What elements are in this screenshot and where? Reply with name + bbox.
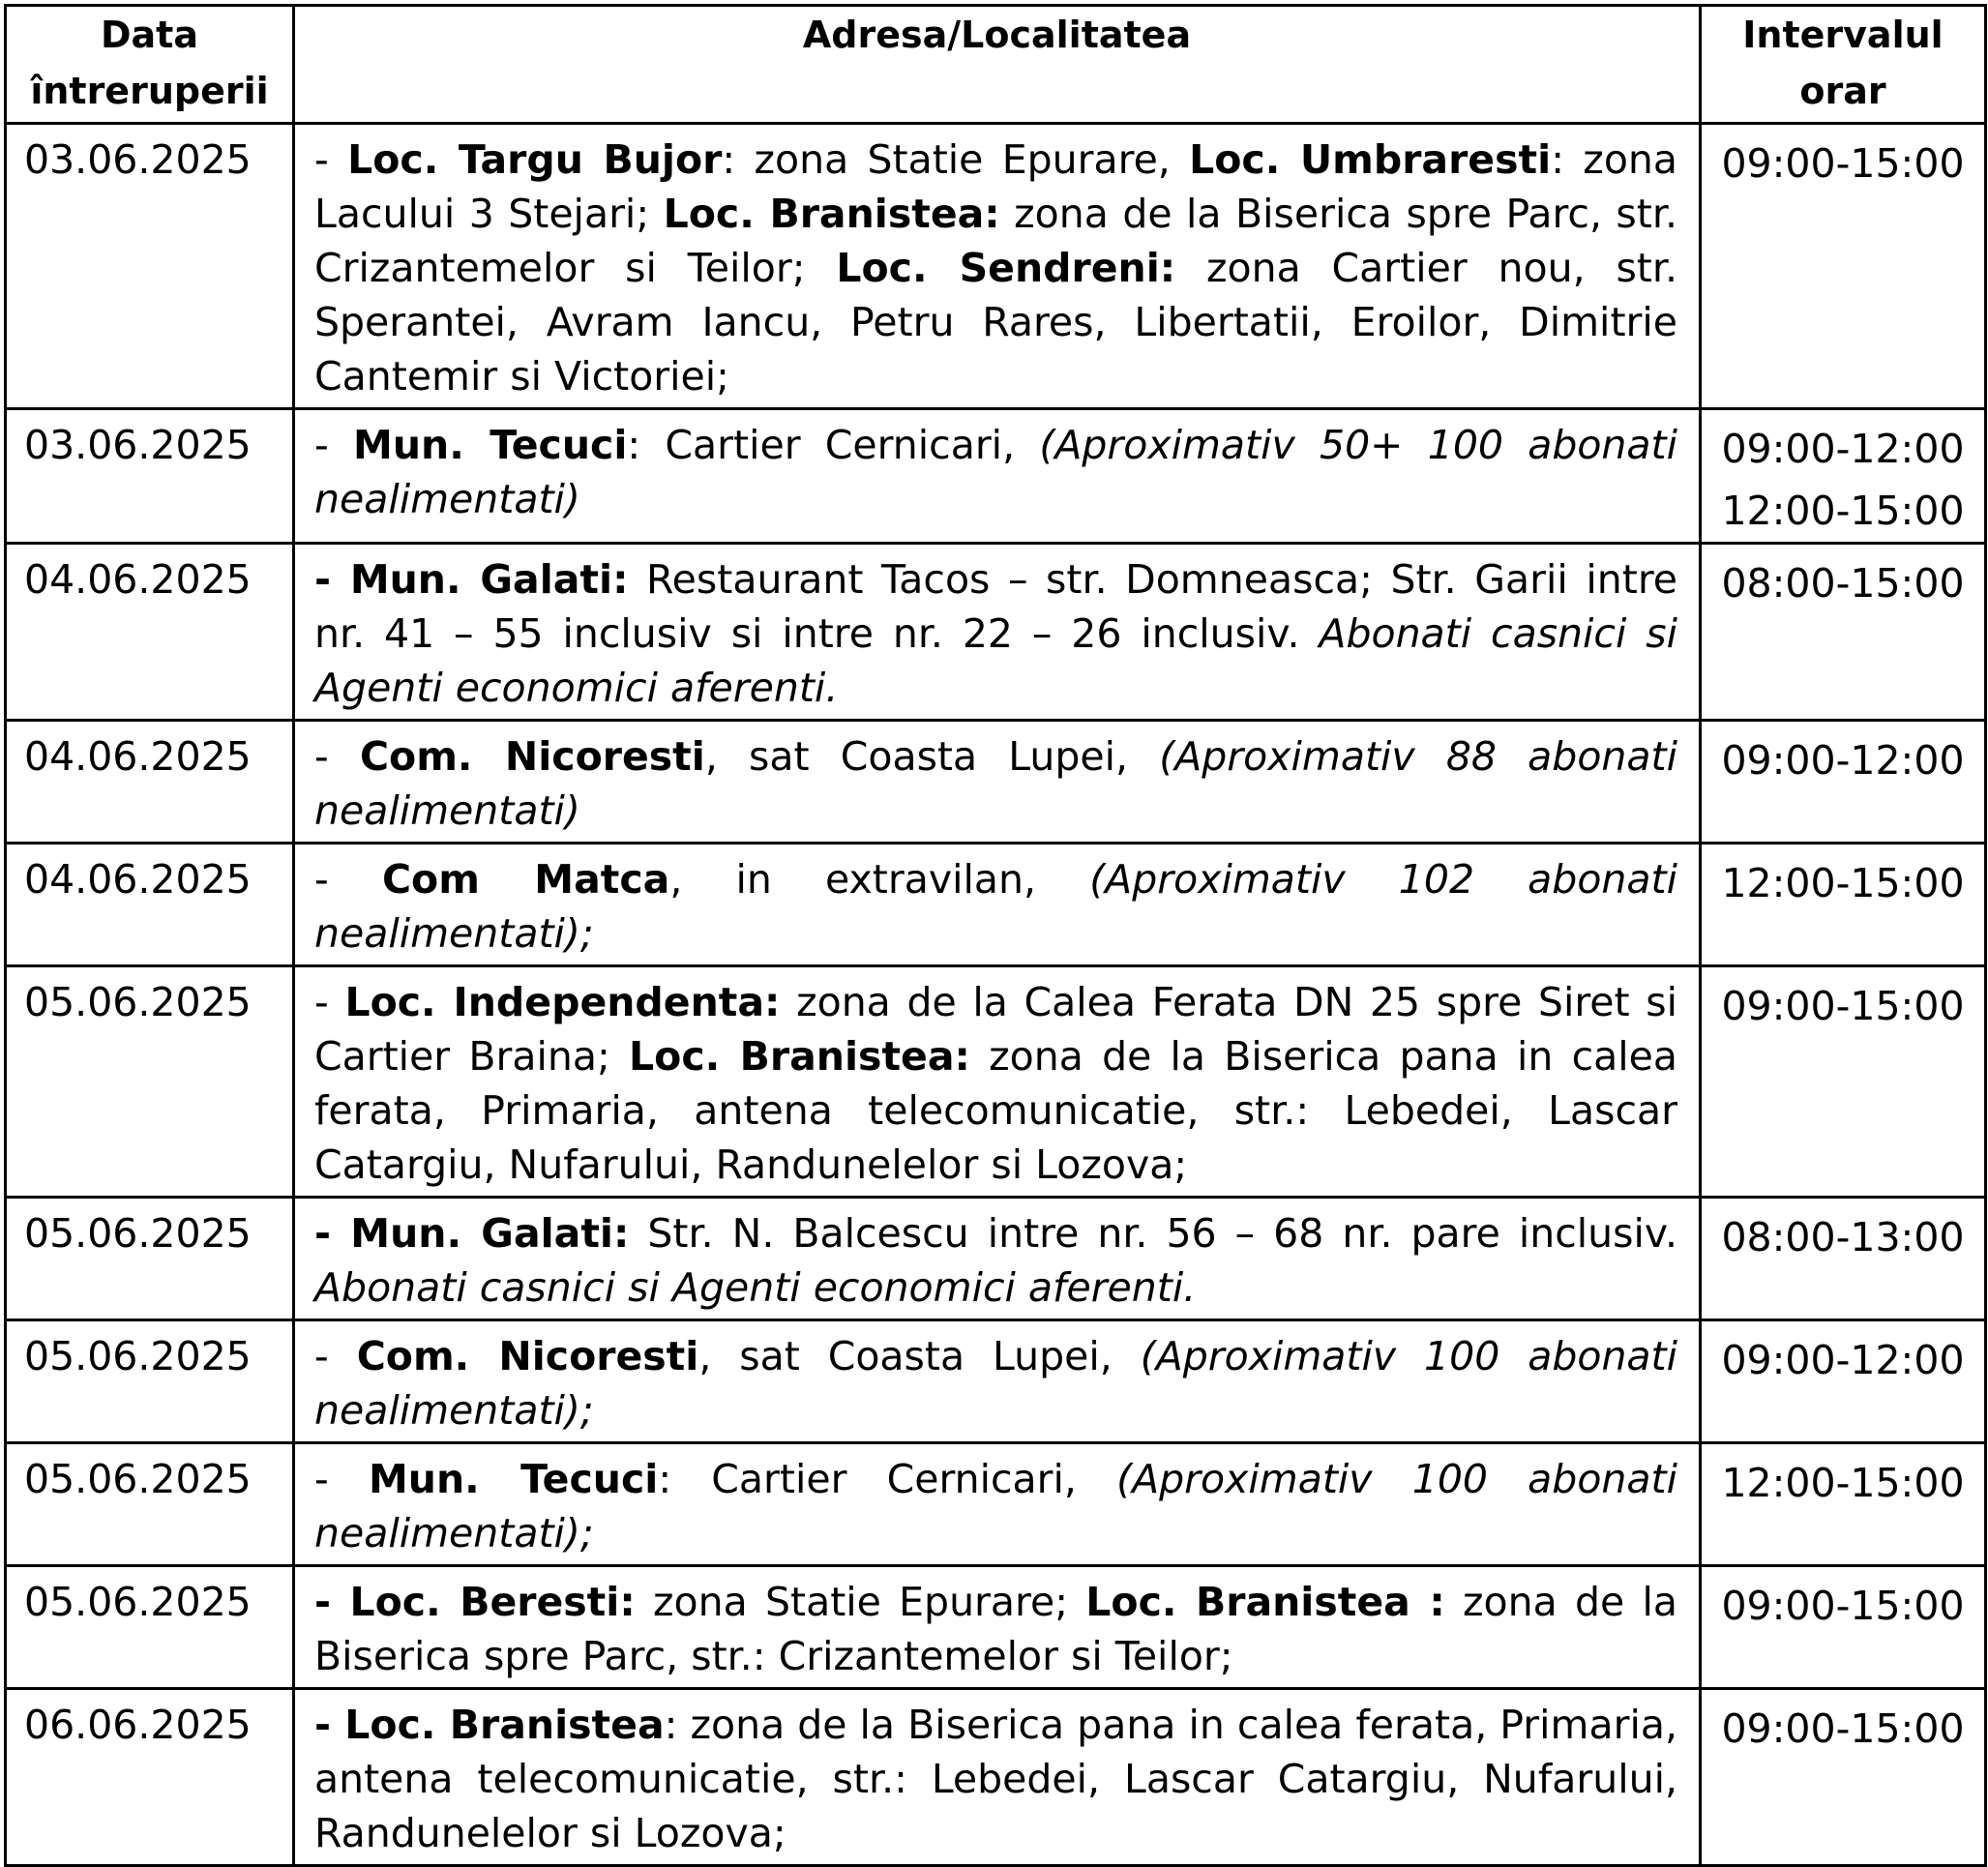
address-text: - — [314, 1333, 357, 1379]
address-column-header: Adresa/Localitatea — [294, 6, 1701, 124]
locality-name: Loc. Sendreni: — [836, 245, 1176, 291]
interval-cell — [1701, 1443, 1986, 1566]
note-text: Abonati casnici si Agenti economici aferenti. — [314, 610, 1678, 711]
address-text: zona Statie Epurare; — [635, 1579, 1086, 1625]
header-row — [6, 6, 1986, 124]
locality-name: Com Matca — [381, 856, 670, 903]
address-cell — [294, 1566, 1701, 1689]
date-cell: 05.06.2025 — [6, 1198, 294, 1320]
address-text: : zona de la Biserica pana in calea ferata, Primaria, antena telecomunicatie, str.: Lebedei, Lascar Catargiu, Nufarului, Randunelelor si Lozova; — [314, 1702, 1677, 1856]
table-row — [6, 1443, 1986, 1566]
address-text: zona de la Biserica spre Parc, str. Crizantemelor si Teilor; — [314, 191, 1677, 291]
address-text: : Cartier Cernicari, — [627, 422, 1040, 468]
interval-cell — [1701, 544, 1986, 721]
address-text: - — [314, 1456, 369, 1502]
locality-name: Loc. Umbraresti — [1189, 136, 1552, 183]
address-text: zona de la Calea Ferata DN 25 spre Siret si Cartier Braina; — [314, 979, 1677, 1080]
note-text: (Aproximativ 100 abonati nealimentati); — [314, 1456, 1677, 1556]
locality-name: Loc. Branistea: — [663, 191, 1000, 237]
address-text: - — [314, 856, 382, 903]
time-interval: 12:00-15:00 — [1721, 860, 1965, 906]
locality-name: - Mun. Galati: — [314, 1210, 630, 1257]
locality-name: Mun. Tecuci — [353, 422, 628, 468]
address-text: - — [314, 136, 348, 183]
locality-name: Loc. Branistea : — [1085, 1579, 1445, 1625]
locality-name: Loc. Branistea: — [629, 1033, 970, 1080]
address-cell — [294, 1689, 1701, 1866]
time-interval: 09:00-15:00 — [1721, 1583, 1965, 1629]
address-text: - — [314, 422, 354, 468]
interval-cell — [1701, 844, 1986, 966]
address-text: - — [314, 979, 345, 1025]
address-text: Restaurant Tacos – str. Domneasca; Str. Garii intre nr. 41 – 55 inclusiv si intre nr. 22 – 26 inclusiv. — [314, 556, 1677, 657]
time-interval: 09:00-12:00 — [1721, 737, 1965, 784]
time-interval: 09:00-15:00 — [1721, 983, 1965, 1029]
address-text: zona de la Biserica spre Parc, str.: Crizantemelor si Teilor; — [314, 1579, 1677, 1679]
interval-cell — [1701, 1689, 1986, 1866]
table-row — [6, 1566, 1986, 1689]
table-row — [6, 966, 1986, 1198]
address-text: : zona Lacului 3 Stejari; — [314, 136, 1678, 237]
address-cell — [294, 1443, 1701, 1566]
note-text: (Aproximativ 100 abonati nealimentati); — [314, 1333, 1678, 1434]
locality-name: - Loc. Branistea — [314, 1702, 665, 1748]
table-row — [6, 544, 1986, 721]
locality-name: - Loc. Beresti: — [314, 1579, 636, 1625]
address-cell — [294, 721, 1701, 844]
locality-name: Mun. Tecuci — [368, 1456, 659, 1502]
outage-schedule-table — [4, 4, 1987, 1867]
address-text: - — [314, 733, 360, 780]
time-interval: 12:00-15:00 — [1721, 1460, 1965, 1506]
note-text: (Aproximativ 102 abonati nealimentati); — [314, 856, 1677, 957]
address-text: zona Cartier nou, str. Sperantei, Avram Iancu, Petru Rares, Libertatii, Eroilor, Dimitrie Cantemir si Victoriei; — [314, 245, 1678, 400]
date-cell: 05.06.2025 — [6, 1320, 294, 1443]
address-text: zona de la Biserica pana in calea ferata, Primaria, antena telecomunicatie, str.: Lebedei, Lascar Catargiu, Nufarului, Randunelelor si Lozova; — [314, 1033, 1677, 1188]
table-row — [6, 409, 1986, 544]
interval-column-header: Intervalul orar — [1701, 6, 1986, 124]
time-interval: 12:00-15:00 — [1721, 488, 1965, 534]
address-text: , sat Coasta Lupei, — [698, 1333, 1141, 1379]
time-interval: 09:00-12:00 — [1721, 426, 1965, 472]
address-cell — [294, 544, 1701, 721]
time-interval: 09:00-12:00 — [1721, 1337, 1965, 1383]
date-cell: 03.06.2025 — [6, 409, 294, 544]
table-row — [6, 1198, 1986, 1320]
time-interval: 09:00-15:00 — [1721, 140, 1965, 187]
table-row — [6, 124, 1986, 409]
date-cell: 05.06.2025 — [6, 966, 294, 1198]
time-interval: 08:00-15:00 — [1721, 560, 1965, 607]
locality-name: - Mun. Galati: — [314, 556, 629, 603]
date-cell: 04.06.2025 — [6, 721, 294, 844]
locality-name: Com. Nicoresti — [359, 733, 705, 780]
address-cell — [294, 1198, 1701, 1320]
time-interval: 08:00-13:00 — [1721, 1214, 1965, 1260]
note-text: (Aproximativ 50+ 100 abonati nealimentati) — [314, 422, 1678, 522]
note-text: (Aproximativ 88 abonati nealimentati) — [314, 733, 1677, 834]
time-interval: 09:00-15:00 — [1721, 1705, 1965, 1752]
locality-name: Com. Nicoresti — [356, 1333, 699, 1379]
date-cell: 04.06.2025 — [6, 544, 294, 721]
date-cell: 04.06.2025 — [6, 844, 294, 966]
address-text: Str. N. Balcescu intre nr. 56 – 68 nr. pare inclusiv. — [629, 1210, 1678, 1257]
address-text: : Cartier Cernicari, — [658, 1456, 1117, 1502]
address-text: , in extravilan, — [669, 856, 1090, 903]
address-cell — [294, 844, 1701, 966]
address-cell — [294, 1320, 1701, 1443]
address-cell — [294, 409, 1701, 544]
table-row — [6, 1320, 1986, 1443]
locality-name: Loc. Targu Bujor — [347, 136, 723, 183]
table-row — [6, 844, 1986, 966]
address-cell — [294, 124, 1701, 409]
note-text: Abonati casnici si Agenti economici aferenti. — [314, 1264, 1197, 1311]
interval-cell — [1701, 721, 1986, 844]
date-cell: 05.06.2025 — [6, 1443, 294, 1566]
table-row — [6, 721, 1986, 844]
address-text: , sat Coasta Lupei, — [704, 733, 1160, 780]
table-row — [6, 1689, 1986, 1866]
locality-name: Loc. Independenta: — [344, 979, 781, 1025]
date-column-header: Data întreruperii — [6, 6, 294, 124]
interval-cell — [1701, 1566, 1986, 1689]
address-text: : zona Statie Epurare, — [722, 136, 1190, 183]
date-cell: 03.06.2025 — [6, 124, 294, 409]
interval-cell — [1701, 1198, 1986, 1320]
date-cell: 05.06.2025 — [6, 1566, 294, 1689]
interval-cell — [1701, 409, 1986, 544]
address-cell — [294, 966, 1701, 1198]
interval-cell — [1701, 1320, 1986, 1443]
interval-cell — [1701, 124, 1986, 409]
interval-cell — [1701, 966, 1986, 1198]
date-cell: 06.06.2025 — [6, 1689, 294, 1866]
